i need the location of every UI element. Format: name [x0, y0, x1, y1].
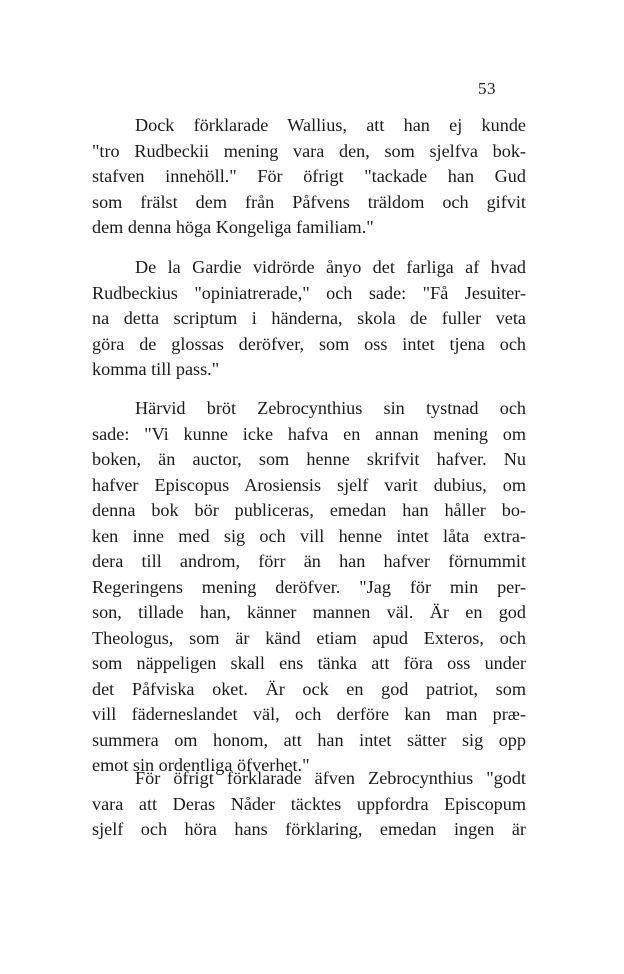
text-line: komma till pass.": [92, 359, 220, 379]
text-line: För öfrigt förklarade äfven Zebrocynthius "godt: [135, 768, 526, 788]
text-line: Dock förklarade Wallius, att han ej kunde: [135, 115, 526, 135]
text-line: ken inne med sig och vill henne intet låta extra-: [92, 525, 526, 546]
text-line: dera till androm, förr än han hafver förnummit: [92, 551, 526, 571]
text-line: De la Gardie vidrörde ånyo det farliga af hvad: [135, 257, 526, 277]
text-line: boken, än auctor, som henne skrifvit hafver. Nu: [92, 449, 526, 469]
text-line: na detta scriptum i händerna, skola de fuller veta: [92, 308, 526, 328]
paragraph-1: [92, 113, 526, 241]
text-line: Theologus, som är känd etiam apud Exteros, och: [92, 627, 526, 648]
text-line: som näppeligen skall ens tänka att föra oss under: [92, 653, 526, 673]
text-line: Regeringens mening deröfver. "Jag för min per-: [92, 576, 526, 597]
text-line: som frälst dem från Påfvens träldom och gifvit: [92, 191, 526, 212]
text-line: "tro Rudbeckii mening vara den, som sjelfva bok-: [92, 140, 526, 161]
page-number: 53: [478, 79, 496, 98]
text-line: Rudbeckius "opiniatrerade," och sade: "Få Jesuiter-: [92, 282, 526, 303]
text-line: sjelf och höra hans förklaring, emedan ingen är: [92, 819, 526, 839]
text-line: denna bok bör publiceras, emedan han håller bo-: [92, 500, 526, 520]
paragraph-3: [92, 396, 526, 779]
text-line: son, tillade han, känner mannen väl. Är en god: [92, 602, 526, 622]
text-line: dem denna höga Kongeliga familiam.": [92, 217, 374, 237]
text-line: vill fäderneslandet väl, och derföre kan man præ-: [92, 704, 526, 724]
text-line: Härvid bröt Zebrocynthius sin tystnad och: [135, 398, 526, 418]
text-line: emot sin ordentliga öfverhet.": [92, 755, 310, 775]
text-line: sade: "Vi kunne icke hafva en annan mening om: [92, 423, 526, 444]
text-line: göra de glossas deröfver, som oss intet tjena och: [92, 333, 526, 354]
paragraph-4: [92, 766, 526, 843]
paragraph-2: [92, 255, 526, 383]
text-line: summera om honom, att han intet sätter sig opp: [92, 729, 526, 750]
text-line: det Påfviska oket. Är ock en god patriot, som: [92, 678, 526, 699]
text-line: hafver Episcopus Arosiensis sjelf varit dubius, om: [92, 474, 526, 495]
text-line: stafven innehöll." För öfrigt "tackade han Gud: [92, 166, 526, 186]
text-line: vara att Deras Nåder täcktes uppfordra Episcopum: [92, 793, 526, 814]
